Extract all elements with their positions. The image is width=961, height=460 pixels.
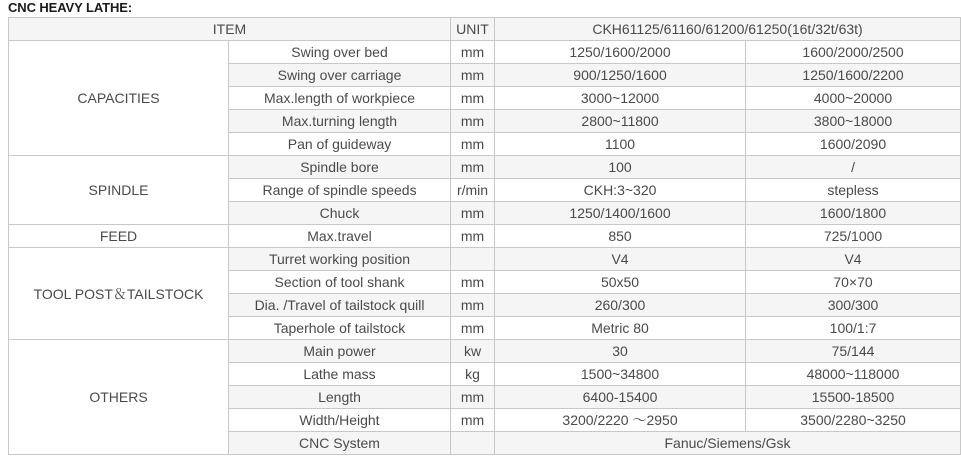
item-cell: CNC System: [229, 432, 451, 455]
header-item: ITEM: [9, 18, 451, 41]
value-cell-b: 100/1:7: [746, 317, 961, 340]
header-unit: UNIT: [451, 18, 495, 41]
spec-table-body: [9, 18, 961, 455]
value-cell-b: 1600/2090: [746, 133, 961, 156]
item-cell: Max.travel: [229, 225, 451, 248]
item-cell: Swing over carriage: [229, 64, 451, 87]
group-label: SPINDLE: [9, 156, 229, 225]
value-cell-b: 15500-18500: [746, 386, 961, 409]
value-cell-a: 2800~11800: [495, 110, 746, 133]
value-cell-a: 3000~12000: [495, 87, 746, 110]
value-cell-a: 100: [495, 156, 746, 179]
unit-cell: mm: [451, 271, 495, 294]
value-cell-b: 1250/1600/2200: [746, 64, 961, 87]
value-cell-b: /: [746, 156, 961, 179]
value-cell-a: 1500~34800: [495, 363, 746, 386]
table-row: [9, 156, 961, 179]
item-cell: Max.length of workpiece: [229, 87, 451, 110]
item-cell: Section of tool shank: [229, 271, 451, 294]
item-cell: Lathe mass: [229, 363, 451, 386]
group-label: FEED: [9, 225, 229, 248]
unit-cell: [451, 432, 495, 455]
value-cell-b: 3500/2280~3250: [746, 409, 961, 432]
unit-cell: mm: [451, 317, 495, 340]
value-cell-b: 75/144: [746, 340, 961, 363]
value-cell-a: V4: [495, 248, 746, 271]
value-cell-a: 50x50: [495, 271, 746, 294]
unit-cell: mm: [451, 64, 495, 87]
value-cell-a: 850: [495, 225, 746, 248]
group-label: CAPACITIES: [9, 41, 229, 156]
value-cell-b: 4000~20000: [746, 87, 961, 110]
group-label: OTHERS: [9, 340, 229, 455]
table-row: [9, 225, 961, 248]
item-cell: Swing over bed: [229, 41, 451, 64]
table-row: [9, 340, 961, 363]
unit-cell: mm: [451, 133, 495, 156]
value-cell-a: CKH:3~320: [495, 179, 746, 202]
value-cell-a: 900/1250/1600: [495, 64, 746, 87]
table-row: [9, 41, 961, 64]
item-cell: Pan of guideway: [229, 133, 451, 156]
value-cell-b: 70×70: [746, 271, 961, 294]
unit-cell: mm: [451, 225, 495, 248]
unit-cell: [451, 248, 495, 271]
item-cell: Width/Height: [229, 409, 451, 432]
group-label: TOOL POST＆TAILSTOCK: [9, 248, 229, 340]
value-cell-b: 1600/2000/2500: [746, 41, 961, 64]
value-cell-b: stepless: [746, 179, 961, 202]
unit-cell: mm: [451, 386, 495, 409]
value-cell-a: Metric 80: [495, 317, 746, 340]
value-cell-b: 300/300: [746, 294, 961, 317]
unit-cell: mm: [451, 156, 495, 179]
value-cell-a: 3200/2220 ～2950: [495, 409, 746, 432]
header-models: CKH61125/61160/61200/61250(16t/32t/63t): [495, 18, 961, 41]
value-cell-b: V4: [746, 248, 961, 271]
value-cell-a: 1250/1600/2000: [495, 41, 746, 64]
value-cell-merged: Fanuc/Siemens/Gsk: [495, 432, 961, 455]
value-cell-a: 1100: [495, 133, 746, 156]
item-cell: Length: [229, 386, 451, 409]
table-header-row: [9, 18, 961, 41]
unit-cell: mm: [451, 294, 495, 317]
page-title: CNC HEAVY LATHE:: [8, 0, 133, 15]
value-cell-a: 260/300: [495, 294, 746, 317]
value-cell-a: 6400-15400: [495, 386, 746, 409]
value-cell-b: 48000~118000: [746, 363, 961, 386]
unit-cell: mm: [451, 409, 495, 432]
item-cell: Spindle bore: [229, 156, 451, 179]
value-cell-b: 725/1000: [746, 225, 961, 248]
item-cell: Main power: [229, 340, 451, 363]
value-cell-a: 1250/1400/1600: [495, 202, 746, 225]
item-cell: Chuck: [229, 202, 451, 225]
unit-cell: mm: [451, 110, 495, 133]
unit-cell: r/min: [451, 179, 495, 202]
value-cell-a: 30: [495, 340, 746, 363]
value-cell-b: 3800~18000: [746, 110, 961, 133]
unit-cell: kg: [451, 363, 495, 386]
unit-cell: kw: [451, 340, 495, 363]
item-cell: Turret working position: [229, 248, 451, 271]
unit-cell: mm: [451, 87, 495, 110]
item-cell: Range of spindle speeds: [229, 179, 451, 202]
item-cell: Max.turning length: [229, 110, 451, 133]
table-row: [9, 248, 961, 271]
unit-cell: mm: [451, 202, 495, 225]
spec-table: [8, 17, 961, 455]
item-cell: Dia. /Travel of tailstock quill: [229, 294, 451, 317]
item-cell: Taperhole of tailstock: [229, 317, 451, 340]
value-cell-b: 1600/1800: [746, 202, 961, 225]
unit-cell: mm: [451, 41, 495, 64]
